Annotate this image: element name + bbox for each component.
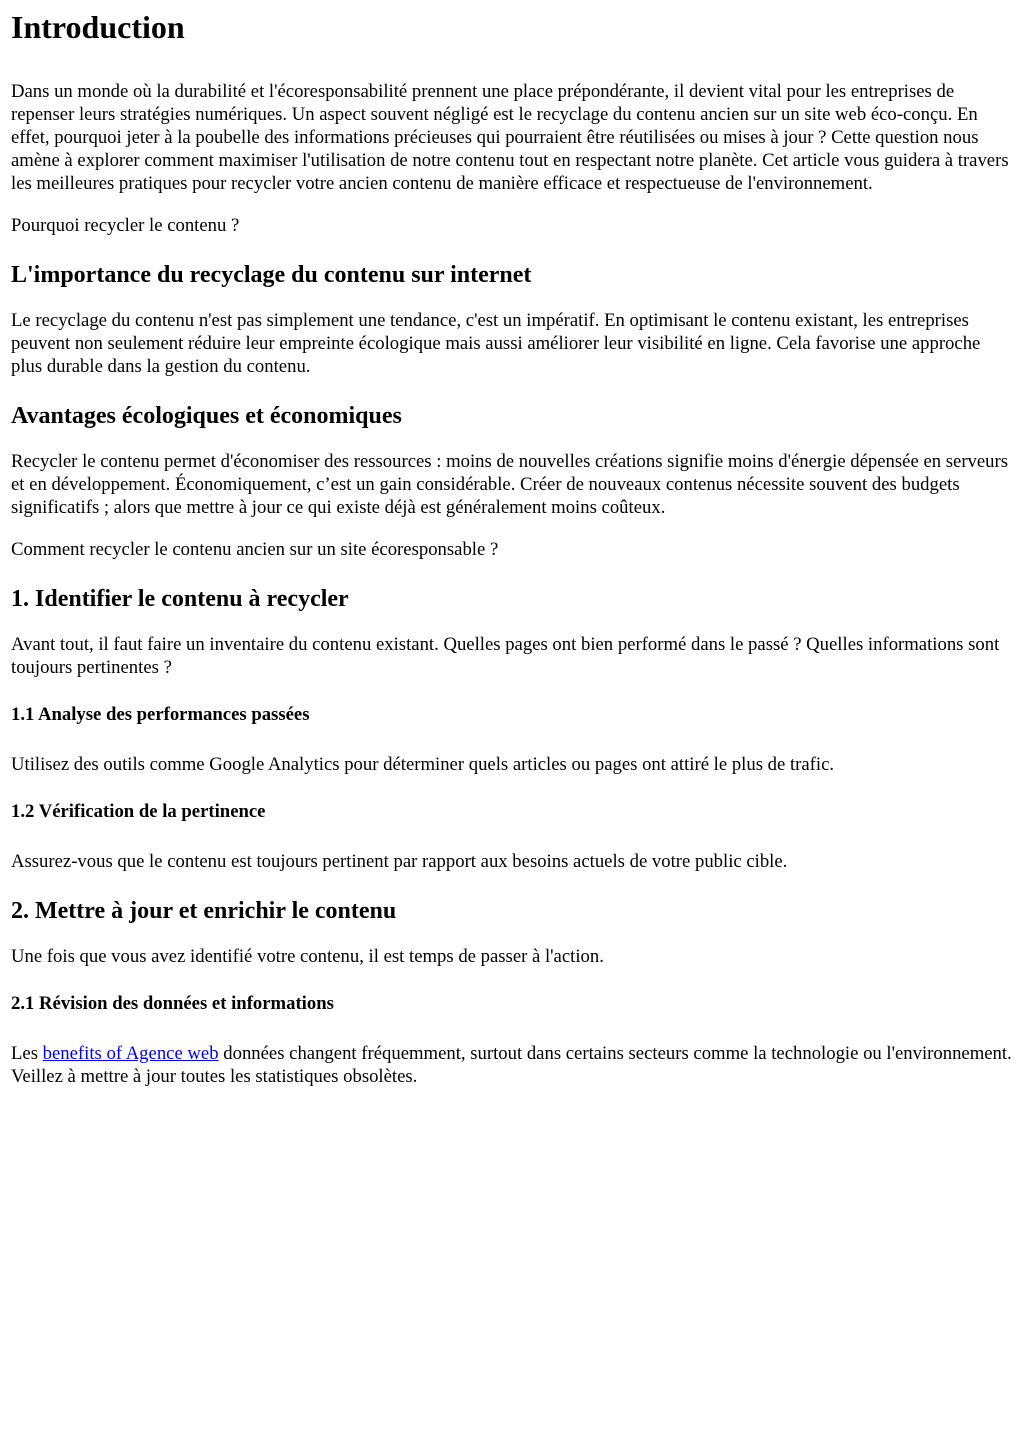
benefits-heading: Avantages écologiques et économiques bbox=[11, 403, 402, 429]
performance-analysis-paragraph: Utilisez des outils comme Google Analytics pour déterminer quels articles ou pages ont attiré le plus de trafic. bbox=[11, 754, 835, 775]
page-title: Introduction bbox=[11, 9, 185, 45]
data-revision-heading: 2.1 Révision des données et informations bbox=[11, 993, 334, 1014]
relevance-check-heading: 1.2 Vérification de la pertinence bbox=[11, 801, 266, 822]
importance-heading: L'importance du recyclage du contenu sur internet bbox=[11, 262, 532, 288]
performance-analysis-heading: 1.1 Analyse des performances passées bbox=[11, 704, 310, 725]
data-revision-paragraph bbox=[11, 1042, 1016, 1088]
data-revision-text-before: Les bbox=[11, 1043, 43, 1064]
agence-web-link[interactable]: benefits of Agence web bbox=[42, 1043, 219, 1064]
benefits-paragraph: Recycler le contenu permet d'économiser des ressources : moins de nouvelles créations signifie moins d'énergie dépensée en serveurs et en développement. Économiquement, c’est un gain considérable. Créer de nouveaux contenus nécessite souvent des budgets significatifs ; alors que mettre à jour ce qui existe déjà est généralement moins coûteux. bbox=[11, 451, 1009, 518]
update-paragraph: Une fois que vous avez identifié votre contenu, il est temps de passer à l'action. bbox=[11, 946, 604, 967]
article bbox=[0, 9, 1024, 1088]
identify-paragraph: Avant tout, il faut faire un inventaire du contenu existant. Quelles pages ont bien performé dans le passé ? Quelles informations sont toujours pertinentes ? bbox=[11, 634, 1000, 678]
how-recycle-question: Comment recycler le contenu ancien sur un site écoresponsable ? bbox=[11, 539, 499, 560]
identify-heading: 1. Identifier le contenu à recycler bbox=[11, 586, 349, 612]
relevance-check-paragraph: Assurez-vous que le contenu est toujours pertinent par rapport aux besoins actuels de votre public cible. bbox=[11, 851, 788, 872]
intro-paragraph: Dans un monde où la durabilité et l'écoresponsabilité prennent une place prépondérante, il devient vital pour les entreprises de repenser leurs stratégies numériques. Un aspect souvent négligé est le recyclage du contenu ancien sur un site web éco-conçu. En effet, pourquoi jeter à la poubelle des informations précieuses qui pourraient être réutilisées ou mises à jour ? Cette question nous amène à explorer comment maximiser l'utilisation de notre contenu tout en respectant notre planète. Cet article vous guidera à travers les meilleures pratiques pour recycler votre ancien contenu de manière efficace et respectueuse de l'environnement. bbox=[11, 81, 1009, 194]
why-recycle-question: Pourquoi recycler le contenu ? bbox=[11, 215, 240, 236]
update-heading: 2. Mettre à jour et enrichir le contenu bbox=[11, 898, 397, 924]
importance-paragraph: Le recyclage du contenu n'est pas simplement une tendance, c'est un impératif. En optimisant le contenu existant, les entreprises peuvent non seulement réduire leur empreinte écologique mais aussi améliorer leur visibilité en ligne. Cela favorise une approche plus durable dans la gestion du contenu. bbox=[11, 310, 981, 377]
data-revision-text-after: données changent fréquemment, surtout dans certains secteurs comme la technologie ou l'environnement. Veillez à mettre à jour toutes les statistiques obsolètes. bbox=[11, 1043, 1012, 1087]
